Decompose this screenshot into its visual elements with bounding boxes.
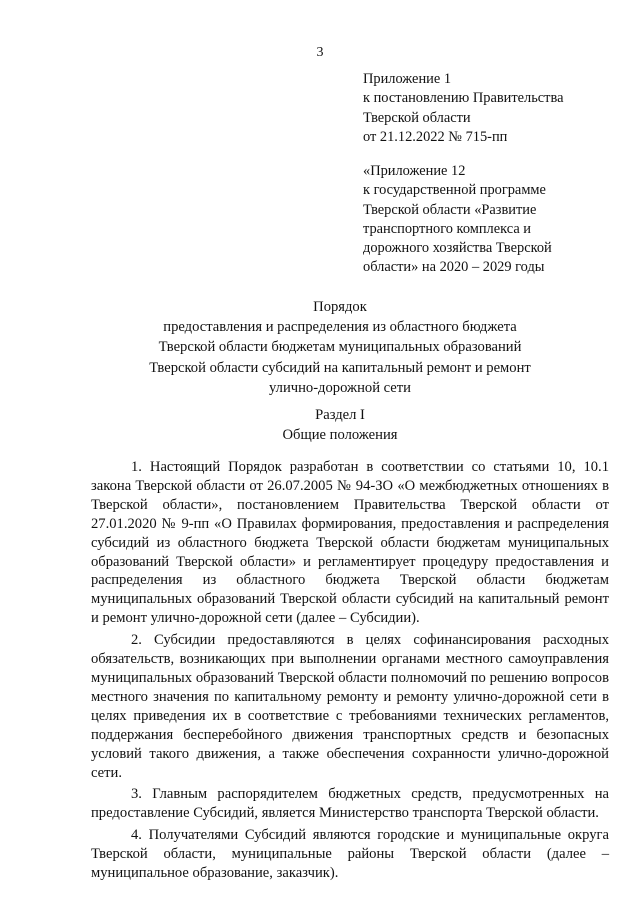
annex-1-line: Тверской области <box>363 109 471 126</box>
title-line: Порядок <box>313 299 367 315</box>
paragraph: 4. Получателями Субсидий являются городские и муниципальные округа Тверской области, муниципальные районы Тверской области (далее – муниципальное образование, заказчик). <box>91 827 609 882</box>
annex-12-line: транспортного комплекса и <box>363 220 531 237</box>
page-number: 3 <box>316 45 324 60</box>
title-line: предоставления и распределения из областного бюджета <box>163 319 517 336</box>
annex-12-block <box>363 162 613 278</box>
document-body <box>91 458 609 883</box>
annex-12-line: Тверской области «Развитие <box>363 201 537 218</box>
title-line: Тверской области субсидий на капитальный ремонт и ремонт <box>149 359 531 376</box>
title-line: улично-дорожной сети <box>269 379 411 396</box>
annex-1-block <box>363 70 613 147</box>
section-heading <box>70 405 610 445</box>
annex-12-line: «Приложение 12 <box>363 163 466 179</box>
title-line: Тверской области бюджетам муниципальных образований <box>158 339 522 356</box>
annex-12-line: к государственной программе <box>363 182 546 199</box>
paragraph: 1. Настоящий Порядок разработан в соответствии со статьями 10, 10.1 закона Тверской области от 26.07.2005 № 94-ЗО «О межбюджетных отношениях в Тверской области», постановлением Правительства Тверской области от 27.01.2020 № 9-пп «О Правилах формирования, предоставления и распределения субсидий из областного бюджета Тверской области бюджетам муниципальных образований Тверской области» и регламентирует процедуру предоставления и распределения из областного бюджета Тверской области бюджетам муниципальных образований Тверской области субсидий на капитальный ремонт и ремонт улично-дорожной сети (далее – Субсидии). <box>91 459 609 627</box>
annex-1-line: от 21.12.2022 № 715-пп <box>363 128 508 145</box>
annex-12-line: дорожного хозяйства Тверской <box>363 240 552 257</box>
annex-1-line: Приложение 1 <box>363 71 452 87</box>
document-title <box>70 297 610 398</box>
paragraph: 3. Главным распорядителем бюджетных средств, предусмотренных на предоставление Субсидий, является Министерство транспорта Тверской области. <box>91 786 609 822</box>
annex-12-line: области» на 2020 – 2029 годы <box>363 259 545 276</box>
paragraph: 2. Субсидии предоставляются в целях софинансирования расходных обязательств, возникающих при выполнении органами местного самоуправления муниципальных образований Тверской области полномочий по решению вопросов местного значения по капитальному ремонту и ремонту улично-дорожной сети в целях приведения их в соответствие с требованиями технических регламентов, поддержания бесперебойного движения транспортных средств и безопасных условий такого движения, а также обеспечения сохранности улично-дорожной сети. <box>91 632 609 781</box>
section-number: Раздел I <box>315 407 365 423</box>
section-name: Общие положения <box>282 427 398 444</box>
annex-1-line: к постановлению Правительства <box>363 90 564 107</box>
